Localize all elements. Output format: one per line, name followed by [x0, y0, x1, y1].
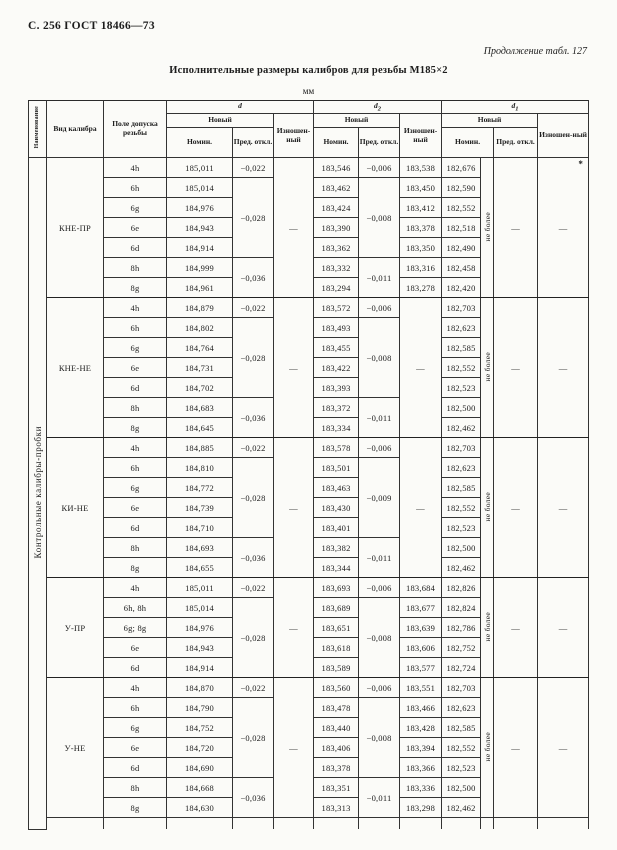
tolerance-field-cell: 4h [104, 298, 167, 318]
d2-worn-cell: 183,450 [400, 178, 442, 198]
d-worn-dash: — [274, 298, 314, 438]
d1-nominal-cell: 182,786 [442, 618, 481, 638]
d-nominal-cell: 184,772 [167, 478, 233, 498]
name-column-label: Наименование [34, 106, 41, 149]
d-worn-dash: — [274, 438, 314, 578]
d-nominal-cell: 184,630 [167, 798, 233, 818]
tolerance-field-cell: 8g [104, 798, 167, 818]
d-nominal-cell: 184,870 [167, 678, 233, 698]
tolerance-field-cell: 6e [104, 218, 167, 238]
d2-nominal-cell: 183,430 [314, 498, 359, 518]
d1-nominal-cell: 182,500 [442, 538, 481, 558]
d2-nominal-cell: 183,344 [314, 558, 359, 578]
d-nominal-cell: 184,702 [167, 378, 233, 398]
d1-nominal-cell: 182,703 [442, 438, 481, 458]
dim-d2-base: d [374, 100, 378, 110]
tolerance-field-cell: 6g [104, 198, 167, 218]
d2-deviation-cell: −0,006 [359, 298, 400, 318]
d1-nominal-cell: 182,585 [442, 478, 481, 498]
open-cell [442, 818, 481, 830]
d2-nominal-cell: 183,294 [314, 278, 359, 298]
d-deviation-cell: −0,036 [233, 538, 274, 578]
d2-nominal-cell: 183,382 [314, 538, 359, 558]
tolerance-field-cell: 8g [104, 558, 167, 578]
d2-deviation-cell: −0,006 [359, 158, 400, 178]
d1-nominal-cell: 182,585 [442, 338, 481, 358]
d2-nominal-cell: 183,589 [314, 658, 359, 678]
tolerance-field-cell: 4h [104, 158, 167, 178]
dash: — [558, 222, 568, 233]
d-nominal-cell: 184,999 [167, 258, 233, 278]
d-nominal-cell: 185,011 [167, 158, 233, 178]
d1-nominal-cell: 182,703 [442, 678, 481, 698]
d2-nominal-cell: 183,455 [314, 338, 359, 358]
d1-nominal-cell: 182,585 [442, 718, 481, 738]
tolerance-field-cell: 8g [104, 418, 167, 438]
d2-worn-dash: — [400, 438, 442, 578]
d1-nominal-cell: 182,500 [442, 398, 481, 418]
d-nominal-cell: 185,011 [167, 578, 233, 598]
open-cell [233, 818, 274, 830]
open-cell [47, 818, 104, 830]
nominal-header-d: Номин. [167, 128, 233, 158]
table-continuation-edge [29, 818, 589, 830]
open-cell [481, 818, 494, 830]
d1-worn-dash [538, 158, 589, 298]
d1-nominal-cell: 182,623 [442, 458, 481, 478]
dim-d-header [167, 101, 314, 114]
d1-deviation-dash: — [494, 438, 538, 578]
d2-nominal-cell: 183,313 [314, 798, 359, 818]
d2-deviation-cell: −0,009 [359, 458, 400, 538]
tolerance-field-cell: 6e [104, 638, 167, 658]
footnote-asterisk: * [578, 159, 584, 169]
d-deviation-cell: −0,022 [233, 298, 274, 318]
tolerance-field-cell: 6g [104, 718, 167, 738]
d1-worn-dash: — [538, 438, 589, 578]
not-more-cell [481, 578, 494, 678]
d2-deviation-cell: −0,011 [359, 778, 400, 818]
new-header-d: Новый [167, 114, 274, 128]
not-more-label: не более [482, 351, 492, 382]
d1-nominal-cell: 182,500 [442, 778, 481, 798]
d1-nominal-cell: 182,523 [442, 518, 481, 538]
not-more-cell [481, 158, 494, 298]
d2-nominal-cell: 183,393 [314, 378, 359, 398]
side-category-label: Контрольные калибры-пробки [32, 426, 43, 559]
d2-worn-cell: 183,639 [400, 618, 442, 638]
tolerance-field-cell: 6g [104, 478, 167, 498]
d2-nominal-cell: 183,651 [314, 618, 359, 638]
new-header-d2: Новый [314, 114, 400, 128]
tolerance-field-cell: 6e [104, 738, 167, 758]
d2-worn-cell: 183,278 [400, 278, 442, 298]
d2-worn-dash: — [400, 298, 442, 438]
continuation-note: Продолжение табл. 127 [483, 46, 587, 57]
not-more-cell [481, 438, 494, 578]
open-cell [104, 818, 167, 830]
tolerance-field-cell: 6d [104, 758, 167, 778]
tolerance-field-cell: 8h [104, 778, 167, 798]
d2-worn-cell: 183,350 [400, 238, 442, 258]
d2-worn-cell: 183,378 [400, 218, 442, 238]
name-column-header [29, 101, 47, 158]
d2-worn-cell: 183,684 [400, 578, 442, 598]
d2-worn-cell: 183,677 [400, 598, 442, 618]
tolerance-field-cell: 4h [104, 438, 167, 458]
d2-nominal-cell: 183,351 [314, 778, 359, 798]
d-nominal-cell: 184,683 [167, 398, 233, 418]
d-nominal-cell: 184,914 [167, 238, 233, 258]
d1-nominal-cell: 182,826 [442, 578, 481, 598]
new-header-d1: Новый [442, 114, 538, 128]
d2-deviation-cell: −0,006 [359, 438, 400, 458]
d2-deviation-cell: −0,006 [359, 578, 400, 598]
d2-nominal-cell: 183,578 [314, 438, 359, 458]
d1-nominal-cell: 182,824 [442, 598, 481, 618]
d2-deviation-cell: −0,011 [359, 538, 400, 578]
dim-d2-sub: 2 [377, 105, 382, 113]
dim-d1-header [442, 101, 589, 114]
open-cell [538, 818, 589, 830]
d2-worn-cell: 183,538 [400, 158, 442, 178]
d2-nominal-cell: 183,334 [314, 418, 359, 438]
table-title: Исполнительные размеры калибров для резьбы М185×2 [169, 65, 448, 76]
d-deviation-cell: −0,036 [233, 258, 274, 298]
d1-deviation-dash: — [494, 678, 538, 818]
d1-nominal-cell: 182,462 [442, 558, 481, 578]
not-more-label: не более [482, 611, 492, 642]
d-nominal-cell: 185,014 [167, 178, 233, 198]
tolerance-field-cell: 8g [104, 278, 167, 298]
d1-worn-dash: — [538, 578, 589, 678]
d2-nominal-cell: 183,422 [314, 358, 359, 378]
d-deviation-cell: −0,022 [233, 678, 274, 698]
d2-nominal-cell: 183,501 [314, 458, 359, 478]
d-nominal-cell: 184,668 [167, 778, 233, 798]
nominal-header-d1: Номин. [442, 128, 494, 158]
d2-nominal-cell: 183,493 [314, 318, 359, 338]
d-nominal-cell: 184,790 [167, 698, 233, 718]
d1-nominal-cell: 182,420 [442, 278, 481, 298]
d2-nominal-cell: 183,463 [314, 478, 359, 498]
d-deviation-cell: −0,028 [233, 178, 274, 258]
d1-nominal-cell: 182,590 [442, 178, 481, 198]
open-cell [274, 818, 314, 830]
tolerance-field-cell: 6h [104, 318, 167, 338]
d-nominal-cell: 184,885 [167, 438, 233, 458]
gauge-kind-cell: КНЕ-ПР [47, 158, 104, 298]
d-nominal-cell: 184,693 [167, 538, 233, 558]
d-nominal-cell: 184,943 [167, 638, 233, 658]
d2-nominal-cell: 183,332 [314, 258, 359, 278]
d2-deviation-cell: −0,006 [359, 678, 400, 698]
d-deviation-cell: −0,022 [233, 578, 274, 598]
d2-nominal-cell: 183,546 [314, 158, 359, 178]
tolerance-field-cell: 6h, 8h [104, 598, 167, 618]
worn-header-d: Изношен-ный [274, 114, 314, 158]
tolerance-field-cell: 6d [104, 378, 167, 398]
d-nominal-cell: 184,879 [167, 298, 233, 318]
d1-nominal-cell: 182,462 [442, 418, 481, 438]
tolerance-field-cell: 6d [104, 658, 167, 678]
tolerance-field-cell: 8h [104, 258, 167, 278]
tolerance-field-cell: 4h [104, 578, 167, 598]
open-cell [314, 818, 359, 830]
d2-nominal-cell: 183,401 [314, 518, 359, 538]
nominal-header-d2: Номин. [314, 128, 359, 158]
not-more-label: не более [482, 491, 492, 522]
d-nominal-cell: 184,976 [167, 198, 233, 218]
d-nominal-cell: 184,731 [167, 358, 233, 378]
dim-d-base: d [238, 100, 242, 110]
d-nominal-cell: 184,810 [167, 458, 233, 478]
d1-worn-dash: — [538, 298, 589, 438]
d2-nominal-cell: 183,362 [314, 238, 359, 258]
page-header: С. 256 ГОСТ 18466—73 [28, 20, 155, 32]
gauge-kind-cell: КИ-НЕ [47, 438, 104, 578]
d-deviation-cell: −0,028 [233, 318, 274, 398]
d2-worn-cell: 183,394 [400, 738, 442, 758]
d2-deviation-cell: −0,008 [359, 598, 400, 678]
d2-nominal-cell: 183,390 [314, 218, 359, 238]
d2-deviation-cell: −0,011 [359, 258, 400, 298]
tolerance-field-cell: 8h [104, 398, 167, 418]
d2-worn-cell: 183,577 [400, 658, 442, 678]
d1-deviation-dash: — [494, 298, 538, 438]
d1-deviation-dash: — [494, 578, 538, 678]
tolerance-field-cell: 6e [104, 358, 167, 378]
tolerance-field-cell: 6h [104, 458, 167, 478]
tolerance-field-cell: 6g; 8g [104, 618, 167, 638]
open-cell [494, 818, 538, 830]
not-more-label: не более [482, 731, 492, 762]
d1-worn-dash: — [538, 678, 589, 818]
d2-deviation-cell: −0,008 [359, 698, 400, 778]
d-nominal-cell: 185,014 [167, 598, 233, 618]
d2-deviation-cell: −0,008 [359, 318, 400, 398]
gauge-kind-cell: КНЕ-НЕ [47, 298, 104, 438]
d2-worn-cell: 183,336 [400, 778, 442, 798]
d2-worn-cell: 183,428 [400, 718, 442, 738]
d-nominal-cell: 184,739 [167, 498, 233, 518]
calibration-table [28, 100, 589, 830]
d-nominal-cell: 184,943 [167, 218, 233, 238]
d1-nominal-cell: 182,552 [442, 738, 481, 758]
d-deviation-cell: −0,036 [233, 778, 274, 818]
not-more-cell [481, 678, 494, 818]
deviation-header-d1: Пред. откл. [494, 128, 538, 158]
kind-column-header: Вид калибра [47, 101, 104, 158]
d2-worn-cell: 183,551 [400, 678, 442, 698]
d2-worn-cell: 183,316 [400, 258, 442, 278]
open-cell [359, 818, 400, 830]
d-nominal-cell: 184,645 [167, 418, 233, 438]
d-nominal-cell: 184,752 [167, 718, 233, 738]
d2-worn-cell: 183,412 [400, 198, 442, 218]
tolerance-field-cell: 6h [104, 698, 167, 718]
deviation-header-d: Пред. откл. [233, 128, 274, 158]
d1-nominal-cell: 182,724 [442, 658, 481, 678]
d2-nominal-cell: 183,406 [314, 738, 359, 758]
d1-nominal-cell: 182,523 [442, 378, 481, 398]
d-deviation-cell: −0,028 [233, 458, 274, 538]
d1-nominal-cell: 182,552 [442, 498, 481, 518]
d1-nominal-cell: 182,676 [442, 158, 481, 178]
d2-nominal-cell: 183,572 [314, 298, 359, 318]
d2-worn-cell: 183,298 [400, 798, 442, 818]
d-deviation-cell: −0,022 [233, 158, 274, 178]
deviation-header-d2: Пред. откл. [359, 128, 400, 158]
d-deviation-cell: −0,036 [233, 398, 274, 438]
d-nominal-cell: 184,720 [167, 738, 233, 758]
d2-nominal-cell: 183,693 [314, 578, 359, 598]
d2-nominal-cell: 183,440 [314, 718, 359, 738]
d1-nominal-cell: 182,752 [442, 638, 481, 658]
d2-nominal-cell: 183,462 [314, 178, 359, 198]
d2-nominal-cell: 183,689 [314, 598, 359, 618]
d-worn-dash: — [274, 158, 314, 298]
d1-nominal-cell: 182,518 [442, 218, 481, 238]
d1-nominal-cell: 182,458 [442, 258, 481, 278]
d-nominal-cell: 184,914 [167, 658, 233, 678]
d2-nominal-cell: 183,372 [314, 398, 359, 418]
d1-deviation-dash: — [494, 158, 538, 298]
d1-nominal-cell: 182,623 [442, 698, 481, 718]
d-nominal-cell: 184,655 [167, 558, 233, 578]
d-deviation-cell: −0,028 [233, 598, 274, 678]
d-nominal-cell: 184,690 [167, 758, 233, 778]
not-more-cell [481, 298, 494, 438]
d2-deviation-cell: −0,008 [359, 178, 400, 258]
dim-d2-header [314, 101, 442, 114]
d1-nominal-cell: 182,623 [442, 318, 481, 338]
gauge-kind-cell: У-ПР [47, 578, 104, 678]
tolerance-field-cell: 6d [104, 518, 167, 538]
tolerance-field-cell: 6e [104, 498, 167, 518]
d2-nominal-cell: 183,618 [314, 638, 359, 658]
tolerance-field-cell: 6h [104, 178, 167, 198]
not-more-label: не более [482, 211, 492, 242]
open-cell [167, 818, 233, 830]
d-deviation-cell: −0,028 [233, 698, 274, 778]
d-worn-dash: — [274, 678, 314, 818]
d1-nominal-cell: 182,523 [442, 758, 481, 778]
worn-header-d2: Изношен-ный [400, 114, 442, 158]
d1-nominal-cell: 182,552 [442, 358, 481, 378]
d2-worn-cell: 183,366 [400, 758, 442, 778]
d-nominal-cell: 184,764 [167, 338, 233, 358]
d-nominal-cell: 184,802 [167, 318, 233, 338]
d2-worn-cell: 183,606 [400, 638, 442, 658]
side-category-cell [29, 158, 47, 830]
d-worn-dash: — [274, 578, 314, 678]
tolerance-field-cell: 6g [104, 338, 167, 358]
worn-header-d1: Изношен-ный [538, 114, 589, 158]
dim-d1-base: d [511, 100, 516, 110]
d2-nominal-cell: 183,378 [314, 758, 359, 778]
field-column-header: Поле допуска резьбы [104, 101, 167, 158]
d1-nominal-cell: 182,490 [442, 238, 481, 258]
d2-nominal-cell: 183,478 [314, 698, 359, 718]
d2-worn-cell: 183,466 [400, 698, 442, 718]
tolerance-field-cell: 4h [104, 678, 167, 698]
d2-deviation-cell: −0,011 [359, 398, 400, 438]
gauge-kind-cell: У-НЕ [47, 678, 104, 818]
d-deviation-cell: −0,022 [233, 438, 274, 458]
d2-nominal-cell: 183,560 [314, 678, 359, 698]
dim-d1-sub: 1 [515, 105, 519, 113]
open-cell [400, 818, 442, 830]
d1-nominal-cell: 182,552 [442, 198, 481, 218]
unit-label: мм [302, 86, 315, 96]
tolerance-field-cell: 8h [104, 538, 167, 558]
d1-nominal-cell: 182,703 [442, 298, 481, 318]
tolerance-field-cell: 6d [104, 238, 167, 258]
d2-nominal-cell: 183,424 [314, 198, 359, 218]
d-nominal-cell: 184,976 [167, 618, 233, 638]
d-nominal-cell: 184,710 [167, 518, 233, 538]
d-nominal-cell: 184,961 [167, 278, 233, 298]
d1-nominal-cell: 182,462 [442, 798, 481, 818]
